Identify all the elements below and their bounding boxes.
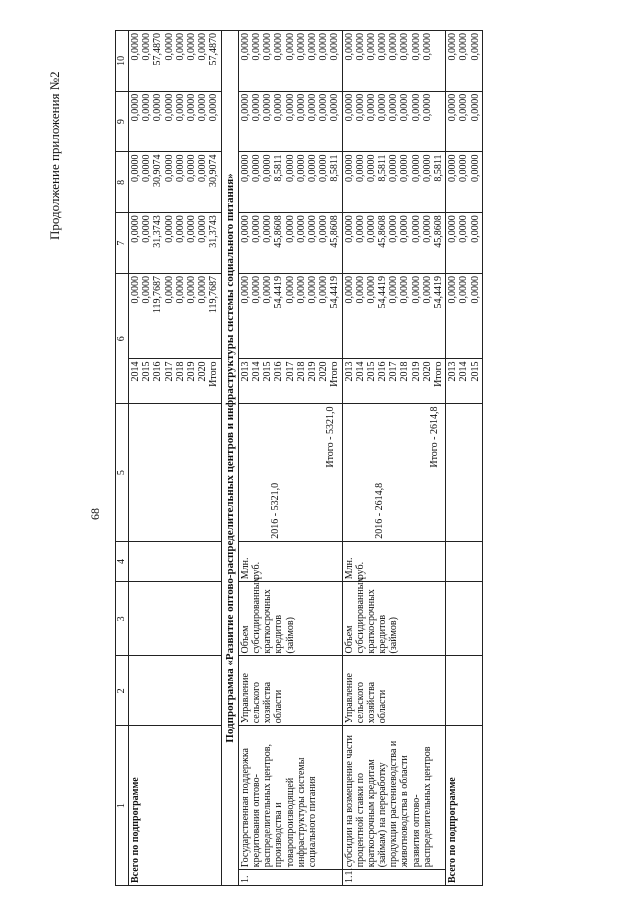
- totals2-c6: 0,0000 0,0000 0,0000: [446, 274, 483, 360]
- col-header-1: 1: [116, 726, 129, 886]
- value-total: Итого - 5321,0: [325, 406, 336, 468]
- col-10: 0,0000 0,0000 0,0000 0,0000 0,0000 0,0000 0,0000 0,0000: [342, 31, 446, 92]
- table-row: [342, 31, 446, 886]
- col-header-7: 7: [116, 213, 129, 274]
- table-row: [238, 31, 342, 886]
- totals-label: Всего по подпрограмме: [129, 726, 222, 886]
- unit: Млн. руб.: [342, 541, 446, 582]
- totals-c7: 0,0000 0,0000 31,3743 0,0000 0,0000 0,0000 0,0000 31,3743: [129, 213, 222, 274]
- totals2-value: [446, 404, 483, 541]
- section-row: [221, 31, 238, 886]
- totals2-indicator: [446, 582, 483, 656]
- col-header-10: 10: [116, 31, 129, 92]
- totals2-unit: [446, 541, 483, 582]
- totals-executor: [129, 656, 222, 726]
- value-total: Итого - 2614,8: [428, 406, 440, 468]
- totals-c10: 0,0000 0,0000 57,4870 0,0000 0,0000 0,0000 0,0000 57,4870: [129, 31, 222, 92]
- measure-name: Государственная поддержка кредитования оптово-распределительных центров, производства и товаропроизводящей инфраструктуры системы социального питания: [238, 726, 342, 870]
- totals-c6: 0,0000 0,0000 119,7687 0,0000 0,0000 0,0000 0,0000 119,7687: [129, 274, 222, 360]
- col-7: 0,0000 0,0000 0,0000 45,8608 0,0000 0,0000 0,0000 0,0000 45,8608: [342, 213, 446, 274]
- continuation-title: Продолжение приложения №2: [47, 71, 62, 240]
- years: 2013 2014 2015 2016 2017 2018 2019 2020 Итого: [238, 359, 342, 404]
- rotated-table-container: [115, 30, 635, 886]
- unit: Млн. руб.: [238, 541, 342, 582]
- page-number: 68: [88, 508, 102, 520]
- totals2-executor: [446, 656, 483, 726]
- totals2-c7: 0,0000 0,0000 0,0000: [446, 213, 483, 274]
- indicator-value: [238, 404, 342, 541]
- col-7: 0,0000 0,0000 0,0000 45,8608 0,0000 0,0000 0,0000 0,0000 45,8608: [238, 213, 342, 274]
- col-header-3: 3: [116, 582, 129, 656]
- col-header-4: 4: [116, 541, 129, 582]
- col-header-2: 2: [116, 656, 129, 726]
- indicator: Объем субсидированных краткосрочных кредитов (займов): [238, 582, 342, 656]
- totals2-c9: 0,0000 0,0000 0,0000: [446, 91, 483, 152]
- col-6: 0,0000 0,0000 0,0000 54,4419 0,0000 0,0000 0,0000 0,0000 54,4419: [342, 274, 446, 360]
- totals2-label: Всего по подпрограмме: [446, 726, 483, 886]
- indicator-value: [342, 404, 446, 541]
- totals-value: [129, 404, 222, 541]
- executor: Управление сельского хозяйства области: [342, 656, 446, 726]
- value-2016: 2016 - 5321,0: [269, 482, 281, 539]
- totals-c9: 0,0000 0,0000 0,0000 0,0000 0,0000 0,0000 0,0000 0,0000: [129, 91, 222, 152]
- col-9: 0,0000 0,0000 0,0000 0,0000 0,0000 0,0000 0,0000 0,0000: [342, 91, 446, 152]
- col-8: 0,0000 0,0000 0,0000 8,5811 0,0000 0,0000 0,0000 0,0000 8,5811: [342, 152, 446, 213]
- col-header-5: 5: [116, 404, 129, 541]
- row-number: 1.: [238, 870, 342, 886]
- col-9: 0,0000 0,0000 0,0000 0,0000 0,0000 0,0000 0,0000 0,0000 0,0000: [238, 91, 342, 152]
- col-8: 0,0000 0,0000 0,0000 8,5811 0,0000 0,0000 0,0000 0,0000 8,5811: [238, 152, 342, 213]
- row-number: 1.1.: [342, 870, 446, 886]
- measure-name: субсидии на возмещение части процентной ставки по краткосрочным кредитам (займам) на переработку продукции растениеводства и животноводства в области развития оптово-распределительных центров: [342, 726, 446, 870]
- section-title: Подпрограмма «Развитие оптово-распределительных центров и инфраструктуры системы социального питания»: [221, 31, 238, 886]
- col-header-8: 8: [116, 152, 129, 213]
- totals-years: 2014 2015 2016 2017 2018 2019 2020 Итого: [129, 359, 222, 404]
- budget-table: [115, 30, 483, 886]
- indicator: Объем субсидированных краткосрочных кредитов (займов): [342, 582, 446, 656]
- col-header-9: 9: [116, 91, 129, 152]
- col-header-6: 6: [116, 274, 129, 405]
- totals-unit: [129, 541, 222, 582]
- totals2-c8: 0,0000 0,0000 0,0000: [446, 152, 483, 213]
- totals-row-2: [446, 31, 483, 886]
- value-2016: 2016 - 2614,8: [373, 482, 385, 539]
- totals-indicator: [129, 582, 222, 656]
- col-10: 0,0000 0,0000 0,0000 0,0000 0,0000 0,0000 0,0000 0,0000 0,0000: [238, 31, 342, 92]
- col-6: 0,0000 0,0000 0,0000 54,4419 0,0000 0,0000 0,0000 0,0000 54,4419: [238, 274, 342, 360]
- totals2-c10: 0,0000 0,0000 0,0000: [446, 31, 483, 92]
- header-row: [116, 31, 129, 886]
- executor: Управление сельского хозяйства области: [238, 656, 342, 726]
- years: 2013 2014 2015 2016 2017 2018 2019 2020 Итого: [342, 359, 446, 404]
- totals-c8: 0,0000 0,0000 30,9074 0,0000 0,0000 0,0000 0,0000 30,9074: [129, 152, 222, 213]
- totals2-years: 2013 2014 2015: [446, 359, 483, 404]
- totals-row: [129, 31, 222, 886]
